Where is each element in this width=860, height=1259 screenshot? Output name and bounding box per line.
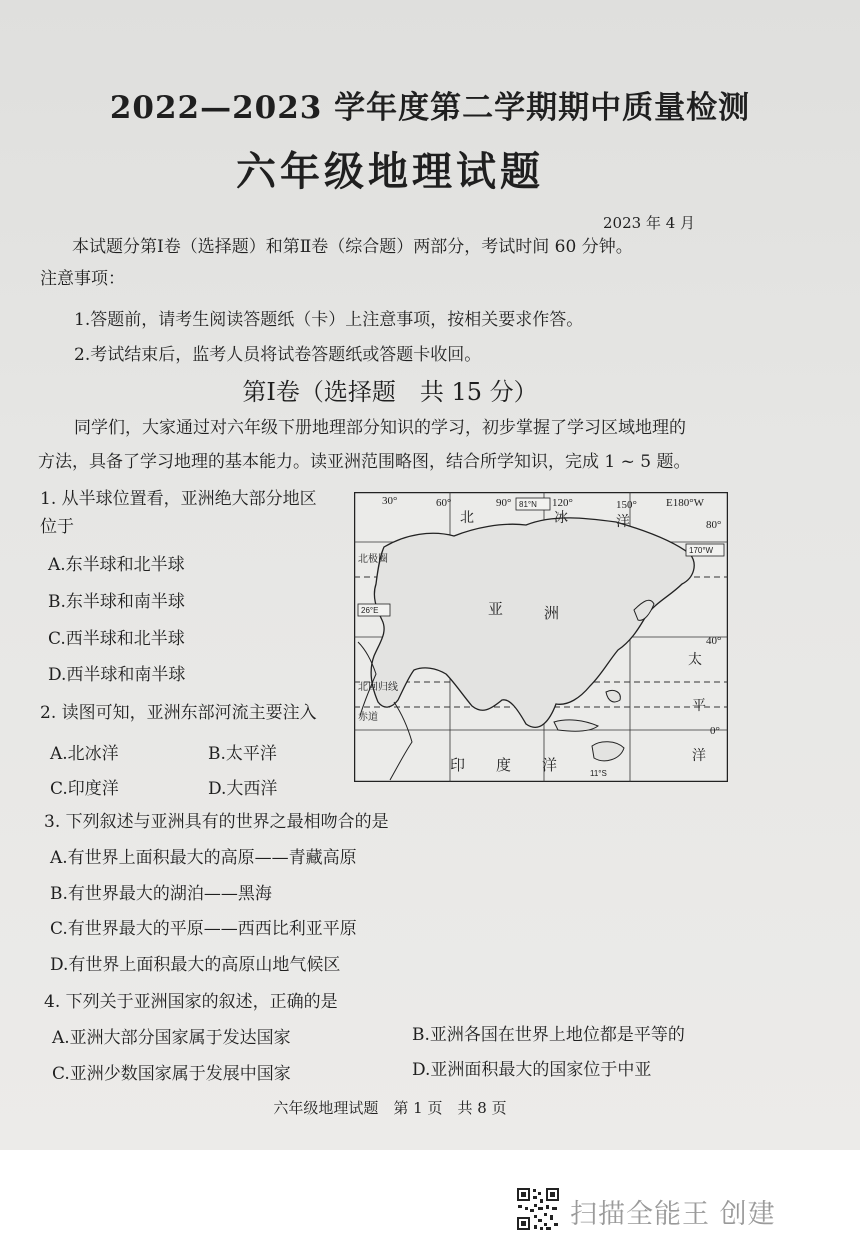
question-3-option-a: A.有世界上面积最大的高原——青藏高原 [50, 848, 357, 868]
question-3-option-d: D.有世界上面积最大的高原山地气候区 [50, 955, 341, 975]
lat-label-0: 0° [710, 725, 720, 737]
lon-label-120: 120° [552, 497, 573, 509]
exam-subtitle: 六年级地理试题 [236, 148, 544, 195]
map-label-yang-indian: 洋 [542, 756, 558, 774]
map-label-tai: 太 [688, 652, 702, 668]
map-label-zhou: 洲 [544, 604, 560, 622]
question-3-option-c: C.有世界最大的平原——西西比利亚平原 [50, 919, 357, 939]
question-2-option-d: D.大西洋 [208, 779, 278, 799]
map-label-ya: 亚 [488, 600, 504, 618]
question-4-option-c: C.亚洲少数国家属于发展中国家 [52, 1064, 291, 1084]
map-label-bing: 冰 [554, 510, 568, 526]
notice-item-2: 2.考试结束后，监考人员将试卷答题纸或答题卡收回。 [74, 345, 482, 365]
question-2-option-a: A.北冰洋 [50, 744, 119, 764]
page-footer: 六年级地理试题 第 1 页 共 8 页 [273, 1099, 507, 1117]
notice-title: 注意事项： [40, 269, 125, 289]
lon-label-150: 150° [616, 499, 637, 511]
asia-map [354, 492, 728, 782]
map-tag-26e: 26°E [361, 606, 379, 615]
section-lead-2: 方法，具备了学习地理的基本能力。读亚洲范围略图，结合所学知识，完成 1 ~ 5 题。 [38, 452, 691, 472]
question-4-option-d: D.亚洲面积最大的国家位于中亚 [412, 1060, 652, 1080]
question-4-stem: 4. 下列关于亚洲国家的叙述，正确的是 [44, 992, 338, 1012]
question-1-option-c: C.西半球和北半球 [48, 629, 185, 649]
lon-label-180: E180°W [666, 497, 705, 509]
map-label-yang-north: 洋 [616, 514, 630, 530]
map-label-ping: 平 [692, 698, 706, 714]
map-label-yin: 印 [450, 756, 466, 774]
lon-label-60: 60° [436, 497, 452, 509]
exam-date: 2023 年 4 月 [603, 214, 696, 232]
map-tag-170w: 170°W [689, 546, 714, 555]
map-label-equator: 赤道 [358, 712, 378, 723]
question-2-option-b: B.太平洋 [208, 744, 277, 764]
lon-label-90: 90° [496, 497, 512, 509]
intro-line: 本试题分第Ⅰ卷（选择题）和第Ⅱ卷（综合题）两部分，考试时间 60 分钟。 [72, 237, 633, 257]
lat-label-40: 40° [706, 635, 722, 647]
question-3-option-b: B.有世界最大的湖泊——黑海 [50, 884, 272, 904]
map-label-yang-pacific: 洋 [692, 748, 706, 764]
map-tag-81n: 81°N [519, 500, 537, 509]
section-lead-1: 同学们，大家通过对六年级下册地理部分知识的学习，初步掌握了学习区域地理的 [74, 418, 686, 438]
question-3-stem: 3. 下列叙述与亚洲具有的世界之最相吻合的是 [44, 812, 389, 832]
question-1-stem: 1. 从半球位置看，亚洲绝大部分地区 [40, 489, 317, 509]
qr-code-icon [516, 1187, 560, 1231]
lat-label-80: 80° [706, 519, 722, 531]
map-label-du: 度 [496, 756, 512, 774]
question-2-stem: 2. 读图可知，亚洲东部河流主要注入 [40, 703, 317, 723]
map-tag-11s: 11°S [590, 769, 607, 778]
lon-label-30: 30° [382, 495, 398, 507]
question-4-option-a: A.亚洲大部分国家属于发达国家 [52, 1028, 291, 1048]
question-1-option-b: B.东半球和南半球 [48, 592, 185, 612]
watermark-text: 扫描全能王 创建 [570, 1199, 776, 1230]
section-heading: 第Ⅰ卷（选择题 共 15 分） [242, 378, 538, 406]
map-label-bei: 北 [460, 510, 474, 526]
question-2-option-c: C.印度洋 [50, 779, 119, 799]
map-label-tropic: 北回归线 [358, 682, 398, 693]
notice-item-1: 1.答题前，请考生阅读答题纸（卡）上注意事项，按相关要求作答。 [74, 310, 584, 330]
question-1-stem-cont: 位于 [40, 517, 74, 537]
question-1-option-d: D.西半球和南半球 [48, 665, 186, 685]
question-1-option-a: A.东半球和北半球 [48, 555, 185, 575]
exam-title: 2022—2023 学年度第二学期期中质量检测 [109, 90, 751, 126]
question-4-option-b: B.亚洲各国在世界上地位都是平等的 [412, 1025, 685, 1045]
map-label-arctic-circle: 北极圈 [358, 554, 388, 565]
